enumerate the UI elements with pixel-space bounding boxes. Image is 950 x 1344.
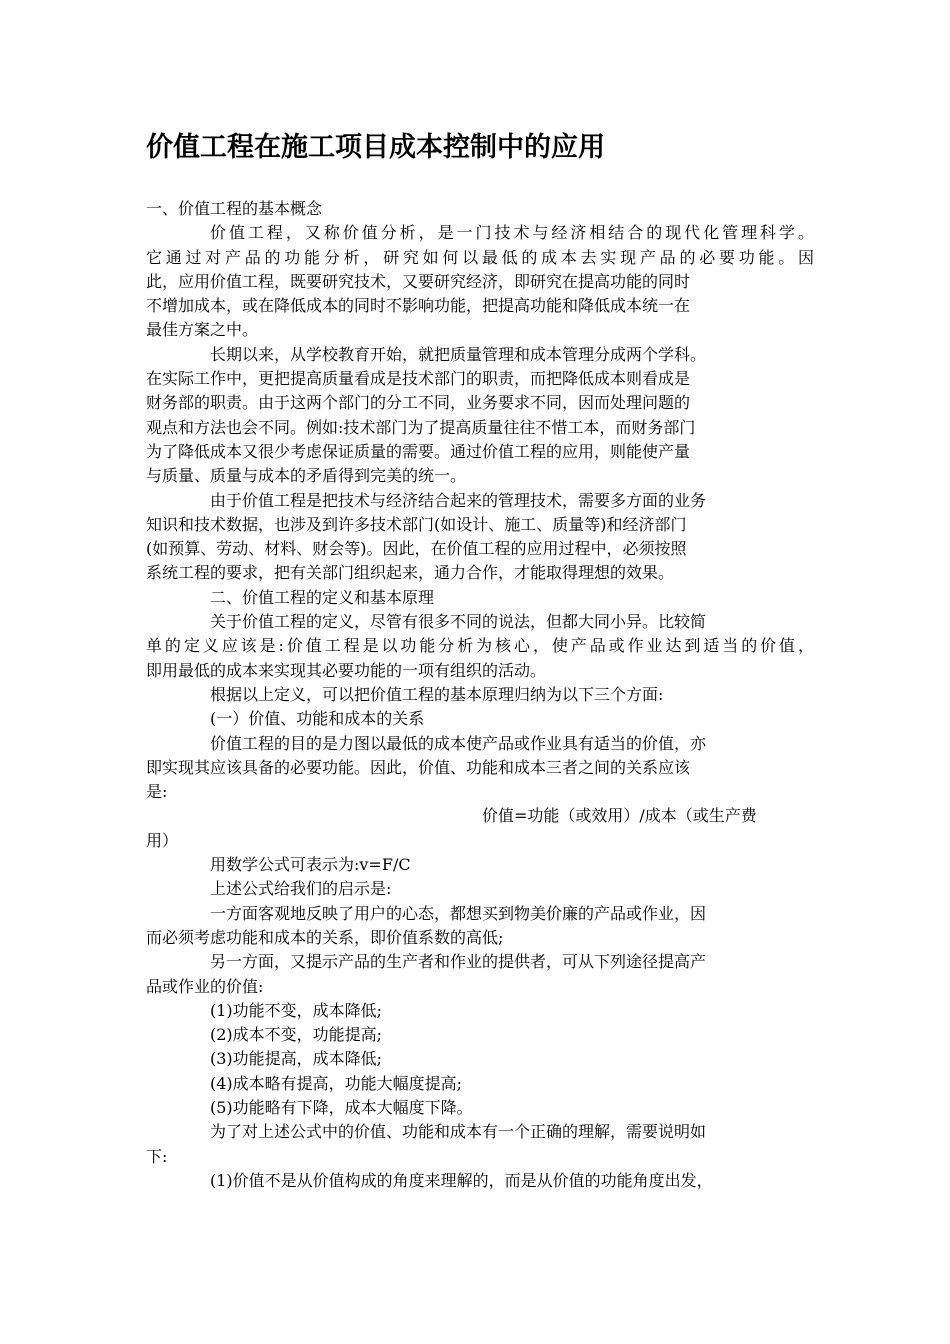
text-line: 长期以来，从学校教育开始，就把质量管理和成本管理分成两个学科。	[210, 344, 707, 364]
text-line: 用数学公式可表示为:v=F/C	[210, 855, 411, 875]
text-line: (4)成本略有提高，功能大幅度提高;	[210, 1073, 463, 1093]
text-line: 不增加成本，或在降低成本的同时不影响功能，把提高功能和降低成本统一在	[146, 296, 691, 316]
text-line: 而必须考虑功能和成本的关系，即价值系数的高低;	[146, 927, 504, 947]
text-line: 根据以上定义，可以把价值工程的基本原理归纳为以下三个方面:	[210, 684, 664, 704]
text-line: 即实现其应该具备的必要功能。因此，价值、功能和成本三者之间的关系应该	[146, 757, 691, 777]
text-line: 品或作业的价值:	[146, 976, 264, 996]
text-line: 观点和方法也会不同。例如:技术部门为了提高质量往往不惜工本，而财务部门	[146, 417, 696, 437]
text-line: 一方面客观地反映了用户的心态，都想买到物美价廉的产品或作业，因	[210, 903, 707, 923]
text-line: (1)功能不变，成本降低;	[210, 1000, 383, 1020]
text-line: 用）	[146, 830, 179, 850]
text-line: (1)价值不是从价值构成的角度来理解的，而是从价值的功能角度出发，	[210, 1170, 713, 1190]
document-body	[146, 197, 814, 1193]
text-line: 价值=功能（或效用）/成本（或生产费	[482, 806, 757, 826]
text-line: (一）价值、功能和成本的关系	[210, 709, 425, 729]
text-line: 它通过对产品的功能分析，研究如何以最低的成本去实现产品的必要功能。因	[146, 247, 814, 267]
text-line: 是:	[146, 782, 168, 802]
text-line: 由于价值工程是把技术与经济结合起来的管理技术，需要多方面的业务	[210, 490, 707, 510]
text-line: 最佳方案之中。	[146, 320, 259, 340]
text-line: 为了降低成本又很少考虑保证质量的需要。通过价值工程的应用，则能使产量	[146, 441, 691, 461]
text-line: 系统工程的要求，把有关部门组织起来，通力合作，才能取得理想的效果。	[146, 563, 675, 583]
text-line: 单的定义应该是:价值工程是以功能分析为核心，使产品或作业达到适当的价值，	[146, 636, 814, 656]
document-title: 价值工程在施工项目成本控制中的应用	[146, 132, 605, 163]
text-line: 为了对上述公式中的价值、功能和成本有一个正确的理解，需要说明如	[210, 1122, 707, 1142]
text-line: 价值工程，又称价值分析，是一门技术与经济相结合的现代化管理科学。	[210, 223, 814, 243]
text-line: 财务部的职责。由于这两个部门的分工不同，业务要求不同，因而处理问题的	[146, 393, 691, 413]
text-line: (3)功能提高，成本降低;	[210, 1049, 383, 1069]
text-line: (5)功能略有下降，成本大幅度下降。	[210, 1097, 473, 1117]
text-line: 下:	[146, 1146, 168, 1166]
text-line: 即用最低的成本来实现其必要功能的一项有组织的活动。	[146, 660, 547, 680]
text-line: (如预算、劳动、材料、财会等)。因此，在价值工程的应用过程中，必须按照	[146, 539, 687, 559]
text-line: (2)成本不变，功能提高;	[210, 1025, 383, 1045]
text-line: 与质量、质量与成本的矛盾得到完美的统一。	[146, 466, 467, 486]
text-line: 上述公式给我们的启示是:	[210, 879, 392, 899]
text-line: 此，应用价值工程，既要研究技术，又要研究经济，即研究在提高功能的同时	[146, 271, 691, 291]
text-line: 在实际工作中，更把提高质量看成是技术部门的职责，而把降低成本则看成是	[146, 369, 691, 389]
text-line: 二、价值工程的定义和基本原理	[210, 587, 435, 607]
text-line: 知识和技术数据，也涉及到许多技术部门(如设计、施工、质量等)和经济部门	[146, 514, 687, 534]
text-line: 价值工程的目的是力图以最低的成本使产品或作业具有适当的价值，亦	[210, 733, 707, 753]
text-line: 关于价值工程的定义，尽管有很多不同的说法，但都大同小异。比较简	[210, 612, 707, 632]
text-line: 一、价值工程的基本概念	[146, 199, 323, 218]
text-line: 另一方面，又提示产品的生产者和作业的提供者，可从下列途径提高产	[210, 952, 707, 972]
